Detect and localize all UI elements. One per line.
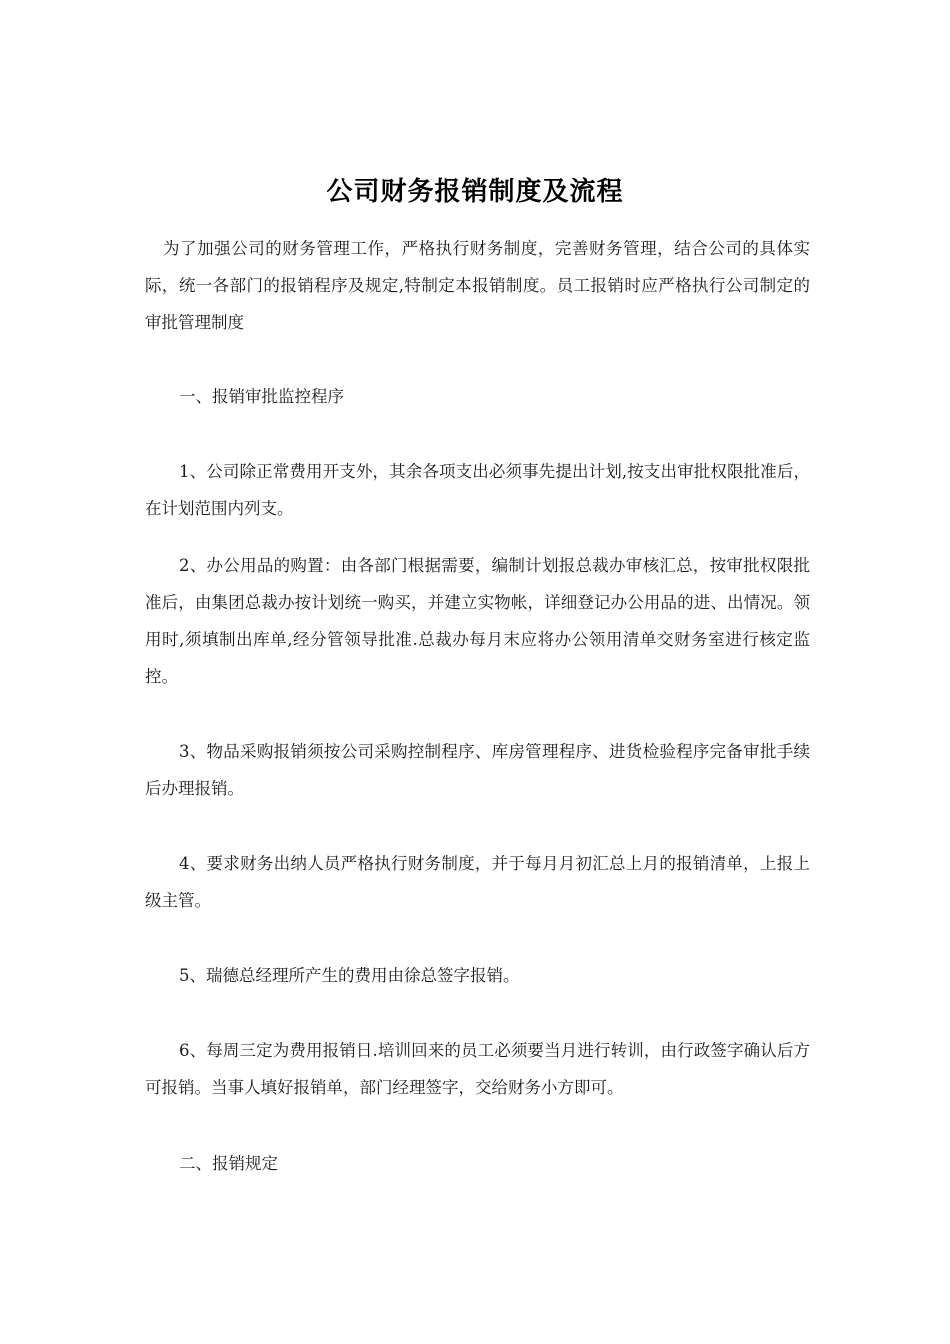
clause-4: 4、要求财务出纳人员严格执行财务制度，并于每月月初汇总上月的报销清单，上报上级主管。	[145, 854, 810, 910]
section-heading-rules: 二、报销规定	[179, 1154, 278, 1173]
clause-2: 2、办公用品的购置：由各部门根据需要，编制计划报总裁办审核汇总，按审批权限批准后，由集团总裁办按计划统一购买，并建立实物帐，详细登记办公用品的进、出情况。领用时,须填制出库单,经分管领导批准.总裁办每月末应将办公领用清单交财务室进行核定监控。	[145, 556, 810, 686]
document-title: 公司财务报销制度及流程	[326, 177, 624, 207]
section-heading-approval: 一、报销审批监控程序	[179, 387, 344, 406]
intro-paragraph: 为了加强公司的财务管理工作，严格执行财务制度，完善财务管理，结合公司的具体实际，统一各部门的报销程序及规定,特制定本报销制度。员工报销时应严格执行公司制定的审批管理制度	[145, 239, 810, 332]
clause-3: 3、物品采购报销须按公司采购控制程序、库房管理程序、进货检验程序完备审批手续后办理报销。	[145, 742, 810, 798]
clause-6: 6、每周三定为费用报销日.培训回来的员工必须要当月进行转训，由行政签字确认后方可报销。当事人填好报销单，部门经理签字，交给财务小方即可。	[145, 1041, 810, 1097]
clause-5: 5、瑞德总经理所产生的费用由徐总签字报销。	[179, 966, 520, 985]
clause-1: 1、公司除正常费用开支外，其余各项支出必须事先提出计划,按支出审批权限批准后，在计划范围内列支。	[145, 462, 810, 518]
